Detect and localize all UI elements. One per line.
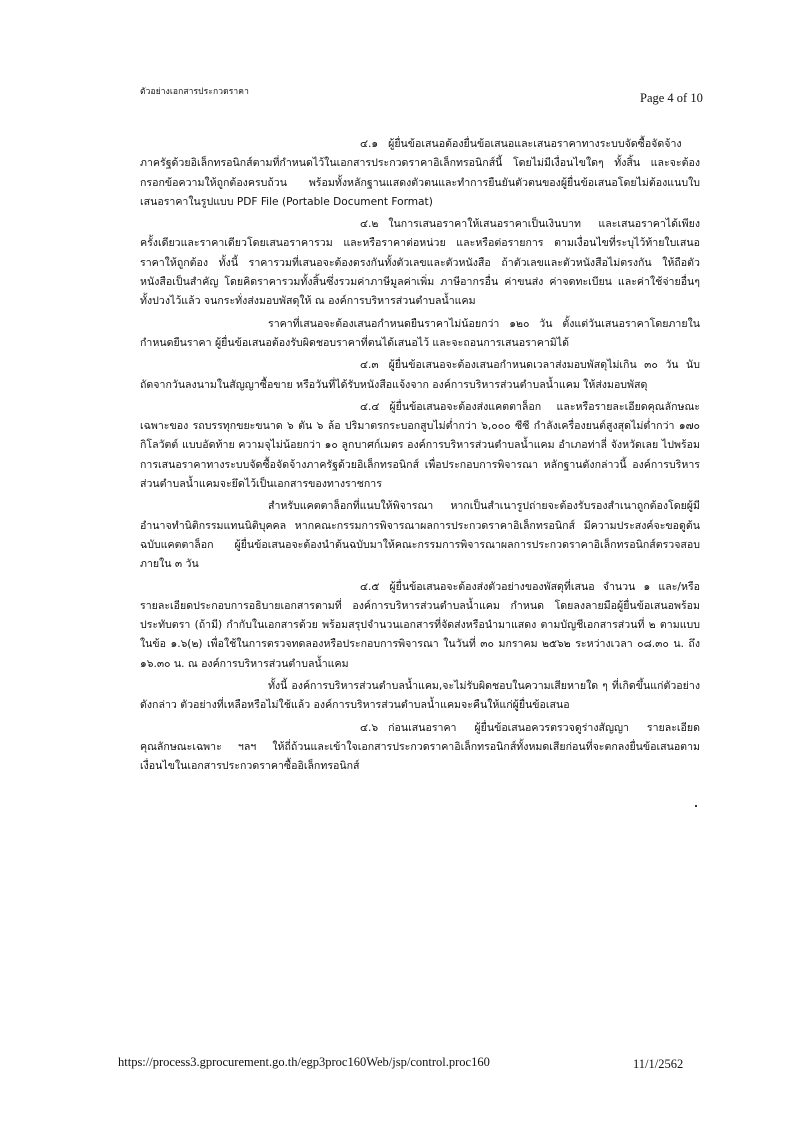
paragraph-text: ผู้ยื่นข้อเสนอจะต้องส่งตัวอย่างของพัสดุที่เสนอ จำนวน ๑ และ/หรือรายละเอียดประกอบการอธิบายเอกสารตามที่ องค์การบริหารส่วนตำบลน้ำแคม กำหนด โดยลงลายมือผู้ยื่นข้อเสนอพร้อมประทับตรา (ถ้ามี) กำกับในเอกสารด้วย พร้อมสรุปจำนวนเอกสารที่จัดส่งหรือนำมาแสดง ตามบัญชีเอกสารส่วนที่ ๒ ตามแบบในข้อ ๑.๖(๒) เพื่อใช้ในการตรวจทดลองหรือประกอบการพิจารณา ในวันที่ ๓๐ มกราคม ๒๕๖๒ ระหว่างเวลา ๐๘.๓๐ น. ถึง ๑๖.๓๐ น. ณ องค์การบริหารส่วนตำบลน้ำแคม [140,580,700,670]
paragraph-4-5 [140,578,700,674]
paragraph-text: สำหรับแคตตาล็อกที่แนบให้พิจารณา หากเป็นสำเนารูปถ่ายจะต้องรับรองสำเนาถูกต้องโดยผู้มีอำนาจทำนิติกรรมแทนนิติบุคคล หากคณะกรรมการพิจารณาผลการประกวดราคาอิเล็กทรอนิกส์ มีความประสงค์จะขอดูต้นฉบับแคตตาล็อก ผู้ยื่นข้อเสนอจะต้องนำต้นฉบับมาให้คณะกรรมการพิจารณาผลการประกวดราคาอิเล็กทรอนิกส์ตรวจสอบภายใน ๓ วัน [140,500,700,571]
paragraph-text: ในการเสนอราคาให้เสนอราคาเป็นเงินบาท และเสนอราคาได้เพียงครั้งเดียวและราคาเดียวโดยเสนอราคารวม และหรือราคาต่อหน่วย และหรือต่อรายการ ตามเงื่อนไขที่ระบุไว้ท้ายใบเสนอราคาให้ถูกต้อง ทั้งนี้ ราคารวมที่เสนอจะต้องตรงกันทั้งตัวเลขและตัวหนังสือ ถ้าตัวเลขและตัวหนังสือไม่ตรงกัน ให้ถือตัวหนังสือเป็นสำคัญ โดยคิดราคารวมทั้งสิ้นซึ่งรวมค่าภาษีมูลค่าเพิ่ม ภาษีอากรอื่น ค่าขนส่ง ค่าจดทะเบียน และค่าใช้จ่ายอื่นๆ ทั้งปวงไว้แล้ว จนกระทั่งส่งมอบพัสดุให้ ณ องค์การบริหารส่วนตำบลน้ำแคม [140,218,700,308]
footer-url: https://process3.gprocurement.go.th/egp3proc160Web/jsp/control.proc160 [118,1055,490,1069]
paragraph-samples [140,677,700,716]
paragraph-4-1 [140,135,700,212]
clause-number: ๔.๓ [360,359,379,372]
paragraph-text: ผู้ยื่นข้อเสนอต้องยื่นข้อเสนอและเสนอราคาทางระบบจัดซื้อจัดจ้างภาครัฐด้วยอิเล็กทรอนิกส์ตามที่กำหนดไว้ในเอกสารประกวดราคาอิเล็กทรอนิกส์นี้ โดยไม่มีเงื่อนไขใดๆ ทั้งสิ้น และจะต้องกรอกข้อความให้ถูกต้องครบถ้วน พร้อมทั้งหลักฐานแสดงตัวตนและทำการยืนยันตัวตนของผู้ยื่นข้อเสนอโดยไม่ต้องแนบใบเสนอราคาในรูปแบบ PDF File (Portable Document Format) [140,138,700,208]
paragraph-text: ทั้งนี้ องค์การบริหารส่วนตำบลน้ำแคม,จะไม่รับผิดชอบในความเสียหายใด ๆ ที่เกิดขึ้นแก่ตัวอย่างดังกล่าว ตัวอย่างที่เหลือหรือไม่ใช้แล้ว องค์การบริหารส่วนตำบลน้ำแคมจะคืนให้แก่ผู้ยื่นข้อเสนอ [140,680,700,712]
paragraph-4-6 [140,719,700,777]
clause-number: ๔.๕ [360,580,380,593]
paragraph-text: ราคาที่เสนอจะต้องเสนอกำหนดยืนราคาไม่น้อยกว่า ๑๒๐ วัน ตั้งแต่วันเสนอราคาโดยภายในกำหนดยืนราคา ผู้ยื่นข้อเสนอต้องรับผิดชอบราคาที่ตนได้เสนอไว้ และจะถอนการเสนอราคามิได้ [140,317,700,349]
clause-number: ๔.๑ [360,138,379,150]
footer-date: 11/1/2562 [633,1057,684,1071]
clause-number: ๔.๔ [360,400,380,413]
clause-number: ๔.๖ [360,721,379,734]
paragraph-catalog [140,497,700,574]
paragraph-text: ผู้ยื่นข้อเสนอจะต้องเสนอกำหนดเวลาส่งมอบพัสดุไม่เกิน ๓๐ วัน นับถัดจากวันลงนามในสัญญาซื้อขาย หรือวันที่ได้รับหนังสือแจ้งจาก องค์การบริหารส่วนตำบลน้ำแคม ให้ส่งมอบพัสดุ [140,359,700,391]
paragraph-text: ก่อนเสนอราคา ผู้ยื่นข้อเสนอควรตรวจดูร่างสัญญา รายละเอียดคุณลักษณะเฉพาะ ฯลฯ ให้ถี่ถ้วนและเข้าใจเอกสารประกวดราคาอิเล็กทรอนิกส์ทั้งหมดเสียก่อนที่จะตกลงยื่นข้อเสนอตามเงื่อนไขในเอกสารประกวดราคาซื้ออิเล็กทรอนิกส์ [140,721,700,773]
document-body [140,135,700,780]
speck-mark [695,805,697,807]
paragraph-4-4 [140,398,700,494]
document-label: ตัวอย่างเอกสารประกวดราคา [140,87,249,97]
paragraph-4-2 [140,215,700,311]
paragraph-4-3 [140,356,700,395]
paragraph-price-validity [140,315,700,354]
clause-number: ๔.๒ [360,218,379,231]
paragraph-text: ผู้ยื่นข้อเสนอจะต้องส่งแคตตาล็อก และหรือรายละเอียดคุณลักษณะเฉพาะของ รถบรรทุกขยะขนาด ๖ ตัน ๖ ล้อ ปริมาตรกระบอกสูบไม่ต่ำกว่า ๖,๐๐๐ ซีซี กำลังเครื่องยนต์สูงสุดไม่ต่ำกว่า ๑๗๐ กิโลวัตต์ แบบอัดท้าย ความจุไม่น้อยกว่า ๑๐ ลูกบาศก์เมตร องค์การบริหารส่วนตำบลน้ำแคม อำเภอท่าลี่ จังหวัดเลย ไปพร้อมการเสนอราคาทางระบบจัดซื้อจัดจ้างภาครัฐด้วยอิเล็กทรอนิกส์ เพื่อประกอบการพิจารณา หลักฐานดังกล่าวนี้ องค์การบริหารส่วนตำบลน้ำแคมจะยึดไว้เป็นเอกสารของทางราชการ [140,400,700,491]
page-number: Page 4 of 10 [640,91,703,105]
